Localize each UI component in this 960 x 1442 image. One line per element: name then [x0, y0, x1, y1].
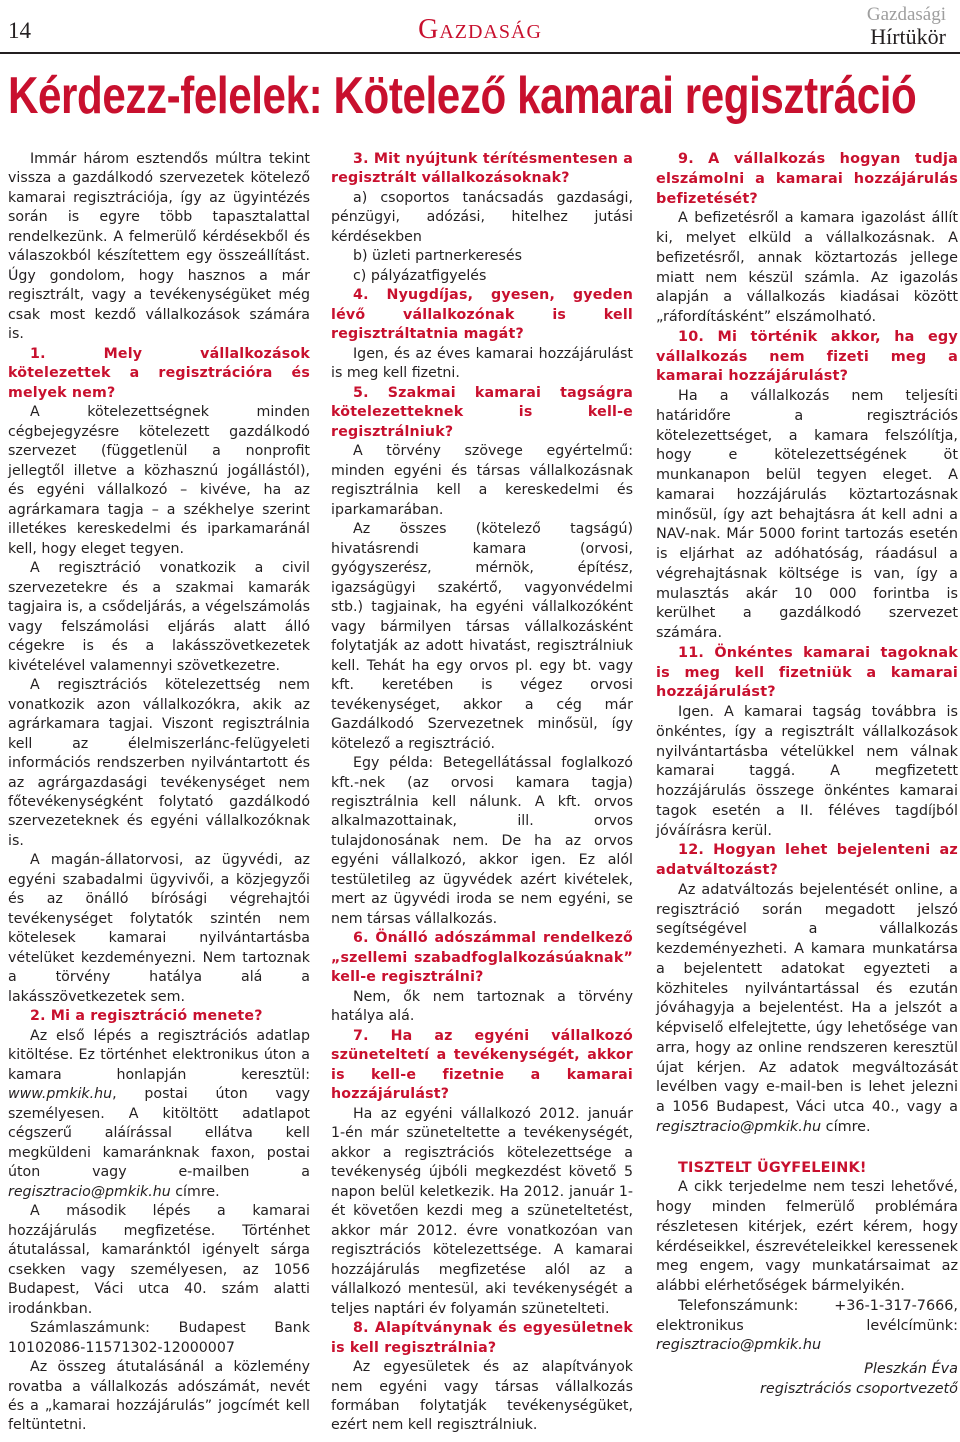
paragraph: A cikk terjedelme nem teszi lehetővé, hogy minden felmerülő problémára részletesen kitérjek, ezért kérem, hogy kérdéseikkel, észrevételeikkel keressenek meg engem, vagy munkatársaimat az alábbi elérhetőségek bármelyikén.: [656, 1179, 958, 1294]
page-number: 14: [8, 18, 31, 43]
paragraph: A kötelezettségnek minden cégbejegyzésre kötelezett gazdálkodó szervezet (függetlenül a nonprofit jellegtől illetve a közhasznú jogállástól), és egyéni vállalkozó – kivéve, ha az agrárkamara tagja – a székhelye szerint illetékes kereskedelmi és iparkamaránál kell, hogy eleget tegyen.: [8, 404, 310, 557]
author-title: regisztrációs csoportvezető: [759, 1380, 958, 1397]
paragraph: Igen, és az éves kamarai hozzájárulást is meg kell fizetni.: [331, 345, 633, 382]
contact-paragraph: Telefonszámunk: +36-1-317-7666, elektronikus levélcímünk: regisztracio@pmkik.hu: [656, 1297, 958, 1354]
question-7: 7. Ha az egyéni vállalkozó szüneteltetí a tevékenységét, akkor is kell-e fizetnie a kamarai hozzájárulást?: [331, 1027, 633, 1103]
brand-top: Gazdasági: [866, 4, 946, 25]
paragraph: Az összeg átutalásánál a közlemény rovatba a vállalkozás adószámát, nevét és a „kamarai hozzájárulás” jogcímét kell feltüntetni.: [8, 1359, 310, 1434]
paragraph: A törvény szövege egyértelmű: minden egyéni és társas vállalkozásnak regisztrálnia kell a kereskedelmi és iparkamarában.: [331, 443, 633, 518]
paragraph: Egy példa: Betegellátással foglalkozó kft.-nek (az orvosi kamara tagja) regisztrálnia kell nálunk. A kft. orvos alkalmazottainak, ill. orvos tulajdonosának nem. De ha az orvos egyéni vállalkozó, akkor igen. Ez alól testületileg az ügyvédek azért kivételek, mert az ügyvédi iroda se nem egyéni, se nem társas vállalkozás.: [331, 755, 633, 927]
page-header: [0, 0, 960, 56]
paragraph: Az egyesületek és az alapítványok nem egyéni vagy társas vállalkozás formában folytatják tevékenységüket, ezért nem kell regisztrálniuk.: [331, 1359, 633, 1434]
paragraph: Ha a vállalkozás nem teljesíti határidőre a regisztrációs kötelezettséget, a kamara felszólítja, hogy e kötelezettségének öt munkanapon belül tegyen eleget. A kamarai hozzájárulás köztartozásnak minősül, így azt behajtásra át kell adni a NAV-nak. Már 5000 forint tartozás esetén is eljárhat az adóhatóság, ráadásul a végrehajtásnak költsége is van, így a mulasztás akár 10 000 forintba is kerülhet a gazdálkodó szervezet számára.: [656, 388, 958, 641]
author-name: Pleszkán Éva: [864, 1361, 958, 1377]
question-1: 1. Mely vállalkozások kötelezettek a regisztrációra és melyek nem?: [8, 345, 310, 401]
paragraph: A regisztráció vonatkozik a civil szervezetekre és a szakmai kamarák tagjaira is, a csődeljárás, a végelszámolás vagy felszámolási eljárás alatt álló cégekre is és a lakásszövetkezetek kivételével valamennyi szövetkezetre.: [8, 560, 310, 674]
question-5: 5. Szakmai kamarai tagságra kötelezetteknek is kell-e regisztrálniuk?: [331, 384, 633, 440]
paragraph: Az első lépés a regisztrációs adatlap kitöltése. Ez történhet elektronikus úton a kamara honlapján keresztül: www.pmkik.hu, postai úton vagy személyesen. A kitöltött adatlapot cégszerű aláírással ellátva kell megküldeni kamaránknak faxon, postai úton vagy e-mailben a regisztracio@pmkik.hu címre.: [8, 1027, 310, 1200]
website-link[interactable]: www.pmkik.hu: [8, 1086, 113, 1103]
paragraph: Igen. A kamarai tagság továbbra is önkéntes, így a regisztrált vállalkozások nyilvántartásba vételükkel nem válnak kamarai taggá. A megfizetett hozzájárulás összege önkéntes kamarai tagok esetén a II. féléves tagdíjból jóváírásra kerül.: [656, 704, 958, 839]
column-1: [8, 150, 310, 1436]
list-item: c) pályázatfigyelés: [353, 267, 487, 284]
publication-brand: [867, 4, 946, 48]
column-2: [331, 150, 633, 1436]
brand-bottom: Hírtükör: [870, 24, 946, 49]
email-link[interactable]: regisztracio@pmkik.hu: [656, 1337, 822, 1354]
question-2: 2. Mi a regisztráció menete?: [30, 1008, 263, 1025]
question-6: 6. Önálló adószámmal rendelkező „szellemi szabadfoglalkozásúaknak” kell-e regisztrálni?: [331, 930, 633, 986]
paragraph: Ha az egyéni vállalkozó 2012. január 1-én már szüneteltette a tevékenységét, akkor a regisztrációs kötelezettsége a tevékenység újbóli megkezdést követő 5 napon belül keletkezik. Ha 2012. január 1-ét követően kezdi meg a szüneteltetést, akkor már 2012. évre vonatkozóan van regisztrációs kötelezettsége. A kamarai hozzájárulás megfizetése alól az a vállalkozó mentesül, aki tevékenységét a teljes naptári év folyamán szünetelteti.: [331, 1105, 633, 1317]
question-11: 11. Önkéntes kamarai tagoknak is meg kell fizetniük a kamarai hozzájárulást?: [656, 644, 958, 701]
question-8: 8. Alapítványnak és egyesületnek is kell regisztrálnia?: [331, 1320, 633, 1356]
paragraph: A magán-állatorvosi, az ügyvédi, az egyéni szabadalmi ügyvivői, a közjegyzői és az önálló bírósági végrehajtói tevékenységet folytatók szintén nem kötelesek kamarai nyilvántartásba vételüket kezdeményezni. Nem tartoznak a törvény hatálya alá a lakásszövetkezetek sem.: [8, 852, 310, 1005]
header-rule: [0, 52, 960, 54]
list-item: a) csoportos tanácsadás gazdasági, pénzügyi, adózási, hitelhez jutási kérdésekben: [331, 189, 633, 245]
email-link[interactable]: regisztracio@pmkik.hu: [8, 1183, 171, 1200]
question-9: 9. A vállalkozás hogyan tudja elszámolni a kamarai hozzájárulás befizetését?: [656, 151, 958, 207]
paragraph: A regisztrációs kötelezettség nem vonatkozik azon vállalkozókra, akik az agrárkamara tagjai. Viszont regisztrálnia kell az élelmiszerlánc-felügyeleti információs rendszerben nyilvántartott és az agrárgazdasági tevékenységet nem főtevékenységként folytató gazdálkodó szervezeteknek és egyéni vállalkozóknak is.: [8, 677, 310, 849]
paragraph: Az adatváltozás bejelentését online, a regisztráció során megadott jelszó segítségével a vállalkozás kezdeményezheti. A kamara munkatársa a bejelentett adatokat egyezteti a közhiteles nyilvántartással és ezután jóváhagyja a bejelentést. Ha a jelszót a képviselő elfelejtette, úgy lehetősége van arra, hogy az online rendszeren keresztül újat kérjen. Az adatok megváltozását levélben vagy e-mail-ben is lehet jelezni a 1056 Budapest, Váci utca 40., vagy a regisztracio@pmkik.hu címre.: [656, 881, 958, 1135]
section-name: Gazdaság: [418, 14, 542, 45]
question-12: 12. Hogyan lehet bejelenteni az adatváltozást?: [656, 842, 958, 878]
question-4: 4. Nyugdíjas, gyesen, gyeden lévő vállalkozónak is kell regisztráltatnia magát?: [331, 287, 633, 343]
bank-account: Számlaszámunk: Budapest Bank 10102086-11571302-12000007: [8, 1320, 310, 1356]
paragraph: A befizetésről a kamara igazolást állít ki, melyet elküld a vállalkozásnak. A befizetésről, annak köztartozás jellege miatt nem készül számla. Az igazolás alapján a vállalkozás kiadásai között „ráfordításként” elszámolható.: [656, 210, 958, 325]
column-3: [656, 150, 958, 1400]
paragraph: Az összes (kötelező tagságú) hivatásrendi kamara (orvosi, gyógyszerész, mérnök, építész, igazságügyi szakértő, vagyonvédelmi stb.) tagjainak, ha egyéni vállalkozóként vagy bármilyen társas vállalkozásként folytatják az adott hivatást, regisztrálniuk kell. Tehát ha egy orvos pl. egy bt. vagy kft. keretében is végez orvosi tevékenységet, akkor a cég már Gazdálkodó Szervezetnek minősül, így kötelező a regisztráció.: [331, 521, 633, 752]
question-10: 10. Mi történik akkor, ha egy vállalkozás nem fizeti meg a kamarai hozzájárulást?: [656, 328, 958, 385]
notice-heading: TISZTELT ÜGYFELEINK!: [678, 1159, 867, 1176]
intro-paragraph: Immár három esztendős múltra tekint vissza a gazdálkodó szervezetek kötelező kamarai regisztrációja, így az ügyintézés során is egyre több tapasztalattal rendelkezünk. A felmerülő kérdésekből és válaszokból készítettem egy összeállítást. Úgy gondolom, hogy hasznos a már regisztrált, vagy a tevékenységüket még csak most kezdő vállalkozások számára is.: [8, 151, 310, 343]
question-3: 3. Mit nyújtunk térítésmentesen a regisztrált vállalkozásoknak?: [331, 151, 633, 187]
email-link[interactable]: regisztracio@pmkik.hu: [656, 1118, 822, 1135]
list-item: b) üzleti partnerkeresés: [353, 248, 523, 265]
paragraph: Nem, ők nem tartoznak a törvény hatálya alá.: [331, 988, 633, 1025]
paragraph: A második lépés a kamarai hozzájárulás megfizetése. Történhet átutalással, kamaránktól igényelt sárga csekken vagy személyesen, az 1056 Budapest, Váci utca 40. szám alatti irodánkban.: [8, 1203, 310, 1317]
article-title: Kérdezz-felelek: Kötelező kamarai regisztráció: [8, 67, 917, 125]
